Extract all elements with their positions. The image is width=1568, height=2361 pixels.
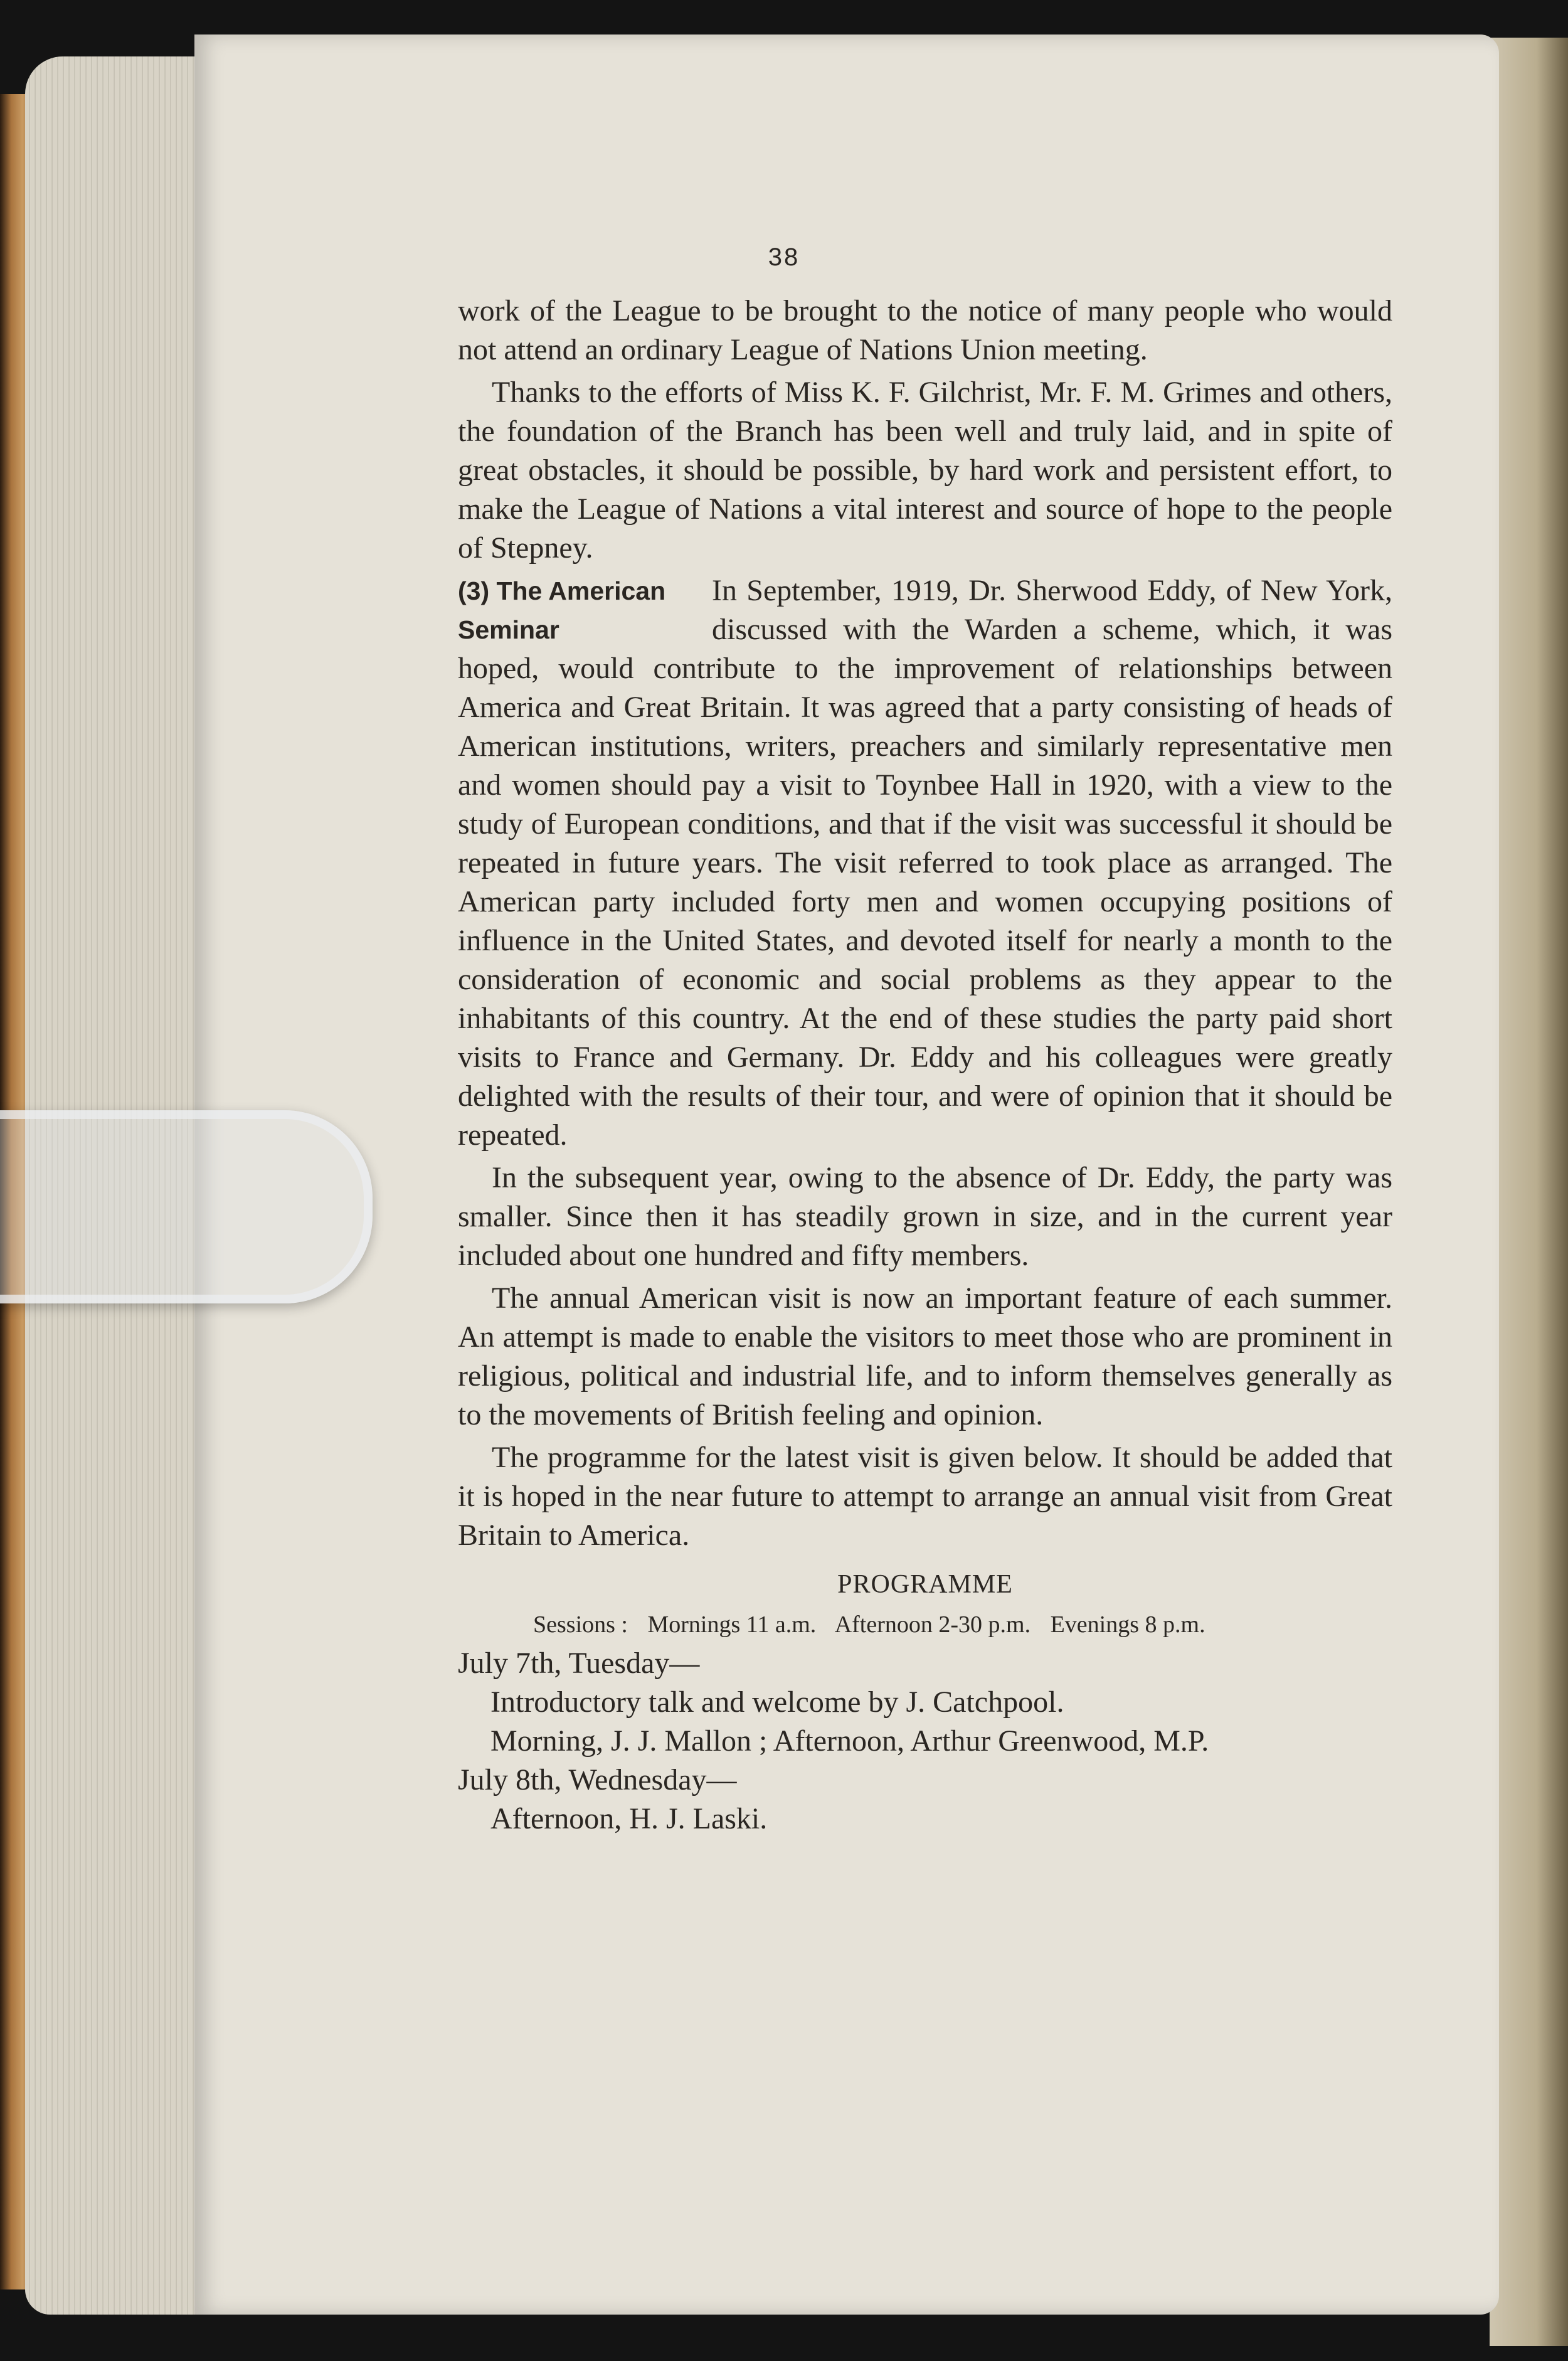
paragraph-4: In the subsequent year, owing to the absence of Dr. Eddy, the party was smaller. Since then it has steadily grown in size, and in the current year included about one hundred and fifty members. (458, 1161, 1392, 1272)
page-number: 38 (768, 243, 800, 271)
programme-day-1: July 7th, Tuesday— (458, 1647, 700, 1680)
paragraph-6: The programme for the latest visit is given below. It should be added that it is hoped in the near future to attempt to arrange an annual visit from Great Britain to America. (458, 1441, 1392, 1552)
programme-day-2: July 8th, Wednesday— (458, 1763, 737, 1796)
page-body (458, 292, 1392, 1838)
programme-item: Morning, J. J. Mallon ; Afternoon, Arthur Greenwood, M.P. (490, 1724, 1209, 1758)
paragraph-2: Thanks to the efforts of Miss K. F. Gilchrist, Mr. F. M. Grimes and others, the foundation of the Branch has been well and truly laid, and in spite of great obstacles, it should be possible, by hard work and persistent effort, to make the League of Nations a vital interest and source of hope to the people of Stepney. (458, 376, 1392, 565)
paragraph-5: The annual American visit is now an important feature of each summer. An attempt is made to enable the visitors to meet those who are prominent in religious, political and industrial life, and to inform themselves generally as to the movements of British feeling and opinion. (458, 1281, 1392, 1431)
paragraph-3: In September, 1919, Dr. Sherwood Eddy, of New York, discussed with the Warden a scheme, which, it was hoped, would contribute to the improvement of relationships between America and Great Britain. It was agreed that a party consisting of heads of American institutions, writers, preachers and similarly representative men and women should pay a visit to Toynbee Hall in 1920, with a view to the study of European conditions, and that if the visit was successful it should be repeated in future years. The visit referred to took place as arranged. The American party included forty men and women occupying positions of influence in the United States, and devoted itself for nearly a month to the consideration of economic and social problems as they appear to the inhabitants of this country. At the end of these studies the party paid short visits to France and Germany. Dr. Eddy and his colleagues were greatly delighted with the results of their tour, and were of opinion that it should be repeated. (458, 574, 1392, 1152)
programme-sessions: Sessions : Mornings 11 a.m. Afternoon 2-30 p.m. Evenings 8 p.m. (533, 1611, 1205, 1638)
page-clip (0, 1110, 373, 1303)
programme-item: Afternoon, H. J. Laski. (490, 1802, 768, 1835)
section-american-seminar (458, 571, 1392, 1155)
facing-page-edge (1490, 38, 1568, 2346)
paragraph-1: work of the League to be brought to the notice of many people who would not attend an ordinary League of Nations Union meeting. (458, 294, 1392, 366)
section-heading: (3) The American Seminar (458, 576, 666, 644)
programme-title: PROGRAMME (837, 1570, 1013, 1599)
programme-item: Introductory talk and welcome by J. Catchpool. (490, 1685, 1064, 1719)
